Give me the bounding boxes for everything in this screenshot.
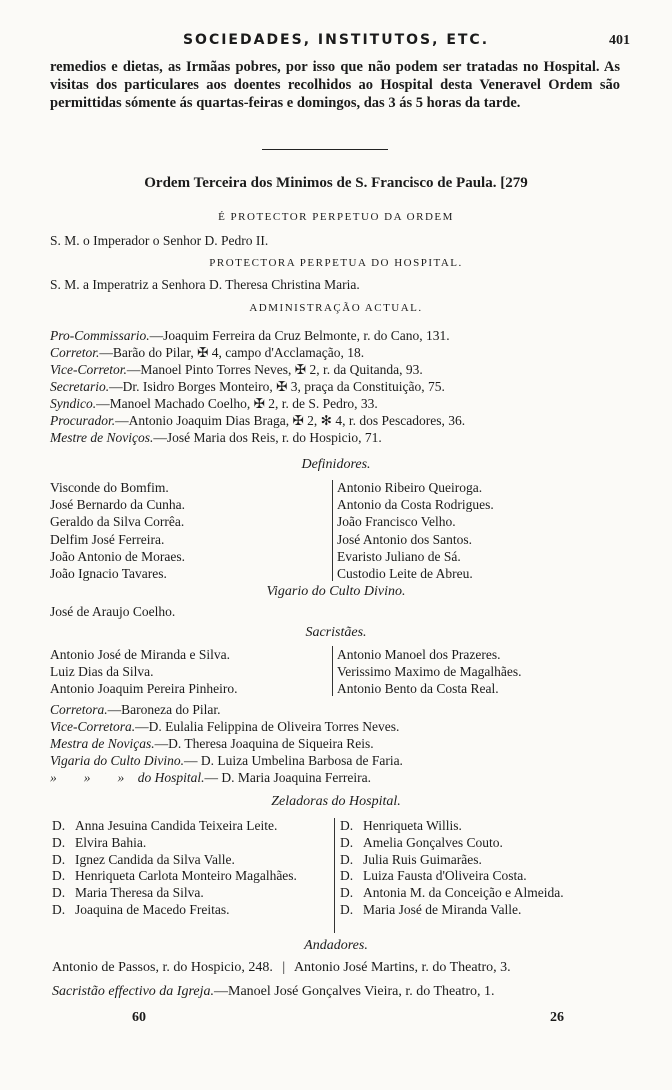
sacristao-text: —Manoel José Gonçalves Vieira, r. do Theatro, 1. (214, 984, 495, 999)
officer-text: —Baroneza do Pilar. (107, 702, 221, 717)
vigario-name: José de Araujo Coelho. (50, 604, 176, 619)
sacristaes-right-column (337, 646, 521, 698)
name: Julia Ruis Guimarães. (363, 851, 482, 867)
officer-text: —Joaquim Ferreira da Cruz Belmonte, r. do Cano, 131. (149, 328, 450, 343)
andadores-heading: Andadores. (304, 938, 368, 953)
protector-heading: É PROTECTOR PERPETUO DA ORDEM (218, 211, 454, 223)
officer-role: Procurador. (50, 413, 116, 428)
prefix: D. (52, 851, 66, 867)
name: Henriqueta Willis. (363, 818, 462, 833)
female-officer-line (50, 718, 640, 735)
header-page-number: 401 (609, 33, 630, 48)
list-item (52, 835, 337, 852)
officer-line (50, 327, 640, 344)
list-item: Verissimo Maximo de Magalhães. (337, 664, 522, 680)
prefix: D. (52, 818, 66, 833)
definidores-heading: Definidores. (301, 457, 371, 472)
name: Luiza Fausta d'Oliveira Costa. (363, 868, 527, 884)
zeladoras-right-column (340, 818, 564, 919)
protector-name: S. M. o Imperador o Senhor D. Pedro II. (50, 233, 269, 248)
list-item (52, 818, 337, 835)
protectress-name: S. M. a Imperatriz a Senhora D. Theresa Christina Maria. (50, 277, 360, 292)
intro-paragraph: remedios e dietas, as Irmãas pobres, por isso que não podem ser tratadas no Hospital. As visitas dos particulares aos doentes recolhidos ao Hospital desta Veneravel Ordem são permittidas sómente ás quartas-feiras e domingos, das 3 ás 5 horas da tarde. (50, 59, 620, 111)
andador-right: Antonio José Martins, r. do Theatro, 3. (293, 960, 511, 975)
officer-role: Corretora. (50, 702, 108, 717)
sacristao-line (52, 983, 642, 1000)
officer-line (50, 412, 640, 429)
list-item (52, 852, 337, 869)
officer-text: —D. Theresa Joaquina de Siqueira Reis. (154, 736, 374, 751)
officer-role: Secretario. (50, 379, 110, 394)
list-item (340, 835, 564, 852)
administration-heading: ADMINISTRAÇÃO ACTUAL. (249, 302, 423, 314)
list-item: Antonio Manoel dos Prazeres. (337, 647, 501, 662)
female-officer-line (50, 735, 640, 752)
officer-role: » » » do Hospital. (50, 770, 205, 785)
sacristaes-left-column (50, 646, 237, 698)
officer-text: —Dr. Isidro Borges Monteiro, ✠ 3, praça da Constituição, 75. (109, 379, 445, 394)
officer-text: —José Maria dos Reis, r. do Hospicio, 71. (153, 430, 382, 445)
list-item (340, 818, 564, 835)
officer-line (50, 429, 640, 446)
name: Ignez Candida da Silva Valle. (75, 851, 235, 867)
name: Maria José de Miranda Valle. (363, 901, 522, 917)
list-item (52, 885, 337, 902)
prefix: D. (340, 851, 354, 867)
list-item: José Bernardo da Cunha. (50, 497, 185, 513)
list-item: João Antonio de Moraes. (50, 548, 185, 564)
list-item: Antonio da Costa Rodrigues. (337, 497, 494, 513)
vigario-heading: Vigario do Culto Divino. (266, 584, 406, 599)
sacristao-role: Sacristão effectivo da Igreja. (52, 984, 214, 999)
list-item (340, 902, 564, 919)
officer-text: —Manoel Pinto Torres Neves, ✠ 2, r. da Quitanda, 93. (126, 362, 423, 377)
list-item: Antonio Bento da Costa Real. (337, 681, 499, 697)
name: Elvira Bahia. (75, 834, 147, 850)
officer-text: —Antonio Joaquim Dias Braga, ✠ 2, ✻ 4, r. dos Pescadores, 36. (115, 413, 466, 428)
officer-text: — D. Luiza Umbelina Barbosa de Faria. (184, 753, 403, 768)
sacristaes-heading: Sacristães. (305, 625, 367, 640)
prefix: D. (340, 901, 354, 917)
list-item: Antonio Ribeiro Queiroga. (337, 480, 483, 495)
officer-text: —D. Eulalia Felippina de Oliveira Torres Neves. (135, 719, 400, 734)
officer-line (50, 361, 640, 378)
order-title: Ordem Terceira dos Minimos de S. Francisco de Paula. [279 (144, 175, 528, 191)
officer-text: — D. Maria Joaquina Ferreira. (204, 770, 371, 785)
section-divider (262, 149, 388, 150)
officer-role: Mestre de Noviços. (50, 430, 154, 445)
prefix: D. (52, 834, 66, 850)
protectress-heading: PROTECTORA PERPETUA DO HOSPITAL. (209, 257, 463, 269)
column-divider (332, 480, 333, 581)
officer-role: Corretor. (50, 345, 100, 360)
female-officer-line (50, 752, 640, 769)
zeladoras-left-column (52, 818, 337, 919)
officer-role: Mestra de Noviças. (50, 736, 155, 751)
officer-text: —Barão do Pilar, ✠ 4, campo d'Acclamação, 18. (99, 345, 365, 360)
name: Henriqueta Carlota Monteiro Magalhães. (75, 868, 297, 884)
prefix: D. (340, 868, 354, 884)
prefix: D. (52, 901, 66, 917)
list-item: João Francisco Velho. (337, 514, 456, 530)
list-item: Evaristo Juliano de Sá. (337, 548, 461, 564)
officer-role: Vice-Corretora. (50, 719, 136, 734)
prefix: D. (52, 885, 66, 901)
prefix: D. (340, 885, 354, 901)
officer-role: Syndico. (50, 396, 97, 411)
list-item (340, 852, 564, 869)
list-item (52, 868, 337, 885)
andadores-line (52, 959, 642, 976)
officer-role: Pro-Commissario. (50, 328, 150, 343)
officer-role: Vigaria do Culto Divino. (50, 753, 184, 768)
andador-left: Antonio de Passos, r. do Hospicio, 248. (52, 960, 273, 975)
prefix: D. (340, 834, 354, 850)
prefix: D. (340, 818, 354, 833)
footer-right-number: 26 (550, 1010, 564, 1025)
female-officer-line (50, 701, 640, 718)
name: Maria Theresa da Silva. (75, 885, 204, 901)
list-item: Custodio Leite de Abreu. (337, 565, 473, 581)
name: Anna Jesuina Candida Teixeira Leite. (75, 818, 278, 833)
name: Amelia Gonçalves Couto. (363, 834, 503, 850)
officer-role: Vice-Corretor. (50, 362, 127, 377)
definidores-left-column (50, 479, 185, 582)
list-item: João Ignacio Tavares. (50, 565, 167, 581)
female-officer-line (50, 769, 640, 786)
list-item: Visconde do Bomfim. (50, 480, 169, 495)
list-item: Delfim José Ferreira. (50, 531, 165, 547)
running-header (0, 30, 672, 52)
list-item (340, 868, 564, 885)
list-item: Luiz Dias da Silva. (50, 664, 154, 680)
list-item: Antonio Joaquim Pereira Pinheiro. (50, 681, 238, 697)
zeladoras-heading: Zeladoras do Hospital. (271, 794, 401, 809)
name: Joaquina de Macedo Freitas. (75, 901, 230, 917)
name: Antonia M. da Conceição e Almeida. (363, 885, 564, 901)
list-item (340, 885, 564, 902)
officer-text: —Manoel Machado Coelho, ✠ 2, r. de S. Pedro, 33. (96, 396, 378, 411)
column-divider (334, 818, 335, 933)
column-divider (332, 646, 333, 696)
list-item: Geraldo da Silva Corrêa. (50, 514, 185, 530)
officer-line (50, 395, 640, 412)
prefix: D. (52, 868, 66, 884)
list-item: José Antonio dos Santos. (337, 531, 473, 547)
officer-line (50, 378, 640, 395)
footer-left-number: 60 (132, 1010, 146, 1025)
officer-line (50, 344, 640, 361)
list-item: Antonio José de Miranda e Silva. (50, 647, 230, 662)
header-title: SOCIEDADES, INSTITUTOS, ETC. (182, 32, 490, 48)
definidores-right-column (337, 479, 494, 582)
list-item (52, 902, 337, 919)
andador-separator: | (282, 960, 286, 975)
